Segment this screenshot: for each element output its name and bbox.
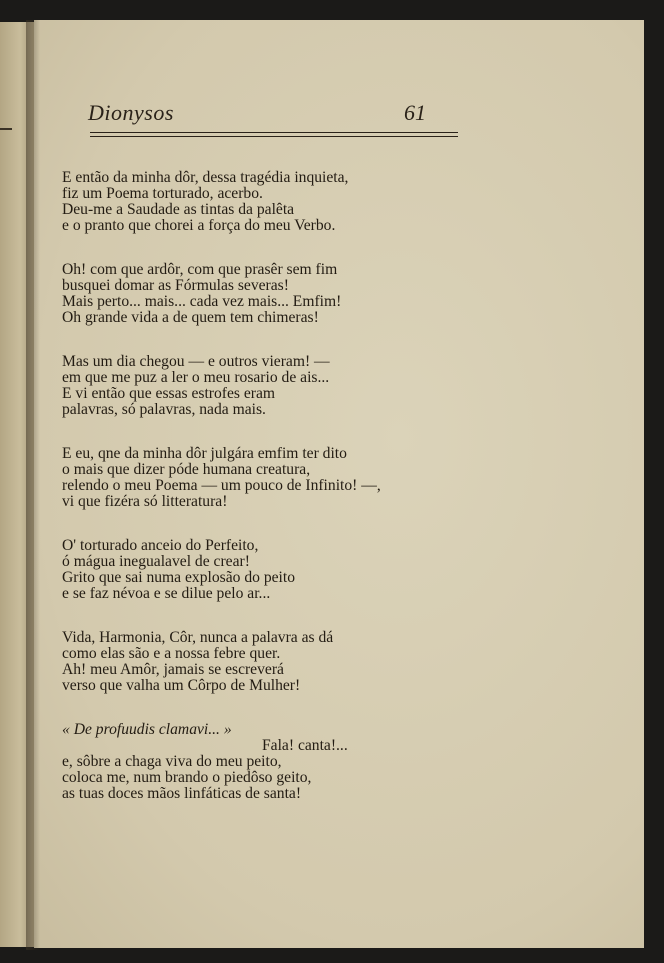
poem-line: em que me puz a ler o meu rosario de ais... — [62, 369, 330, 386]
previous-page-rule — [0, 128, 12, 130]
poem-line: E então da minha dôr, dessa tragédia inquieta, — [62, 169, 349, 186]
poem-line: Grito que sai numa explosão do peito — [62, 569, 295, 586]
poem-line: e, sôbre a chaga viva do meu peito, — [62, 753, 282, 770]
stanza — [62, 262, 422, 326]
poem-line: Vida, Harmonia, Côr, nunca a palavra as dá — [62, 629, 334, 646]
stanza — [62, 630, 422, 694]
stanza — [62, 170, 422, 234]
poem-body — [62, 170, 422, 830]
poem-line-epigraph: « De profuudis clamavi... » — [62, 721, 232, 738]
poem-line: Oh! com que ardôr, com que prasêr sem fim — [62, 261, 338, 278]
poem-line: o mais que dizer póde humana creatura, — [62, 461, 311, 478]
poem-line: coloca me, num brando o piedôso geito, — [62, 769, 312, 786]
poem-line: fiz um Poema torturado, acerbo. — [62, 185, 263, 202]
poem-line: Oh grande vida a de quem tem chimeras! — [62, 309, 319, 326]
page-number: 61 — [404, 100, 426, 125]
poem-line: palavras, só palavras, nada mais. — [62, 401, 266, 418]
poem-line: verso que valha um Côrpo de Mulher! — [62, 677, 301, 694]
poem-line: como elas são e a nossa febre quer. — [62, 645, 281, 662]
poem-line: Deu-me a Saudade as tintas da palêta — [62, 201, 295, 218]
poem-line: as tuas doces mãos linfáticas de santa! — [62, 785, 302, 802]
poem-line: Ah! meu Amôr, jamais se escreverá — [62, 661, 284, 678]
book-page — [34, 20, 644, 948]
poem-line: e o pranto que chorei a força do meu Verbo. — [62, 217, 336, 234]
poem-line: Mais perto... mais... cada vez mais... Emfim! — [62, 293, 342, 310]
stanza — [62, 446, 422, 510]
poem-line: E vi então que essas estrofes eram — [62, 385, 276, 402]
book-gutter-shadow — [26, 20, 40, 950]
poem-line: O' torturado anceio do Perfeito, — [62, 537, 259, 554]
stanza — [62, 722, 422, 802]
header-rule — [90, 136, 458, 137]
poem-line: Fala! canta!... — [262, 737, 348, 754]
poem-line: vi que fizéra só litteratura! — [62, 493, 228, 510]
header-rule — [90, 132, 458, 133]
stanza — [62, 538, 422, 602]
poem-line: busquei domar as Fórmulas severas! — [62, 277, 289, 294]
poem-line: e se faz névoa e se dilue pelo ar... — [62, 585, 271, 602]
poem-line: E eu, qne da minha dôr julgára emfim ter dito — [62, 445, 347, 462]
stanza — [62, 354, 422, 418]
poem-line: relendo o meu Poema — um pouco de Infinito! —, — [62, 477, 381, 494]
poem-line: ó mágua inegualavel de crear! — [62, 553, 250, 570]
running-title: Dionysos — [88, 100, 174, 125]
poem-line: Mas um dia chegou — e outros vieram! — — [62, 353, 330, 370]
